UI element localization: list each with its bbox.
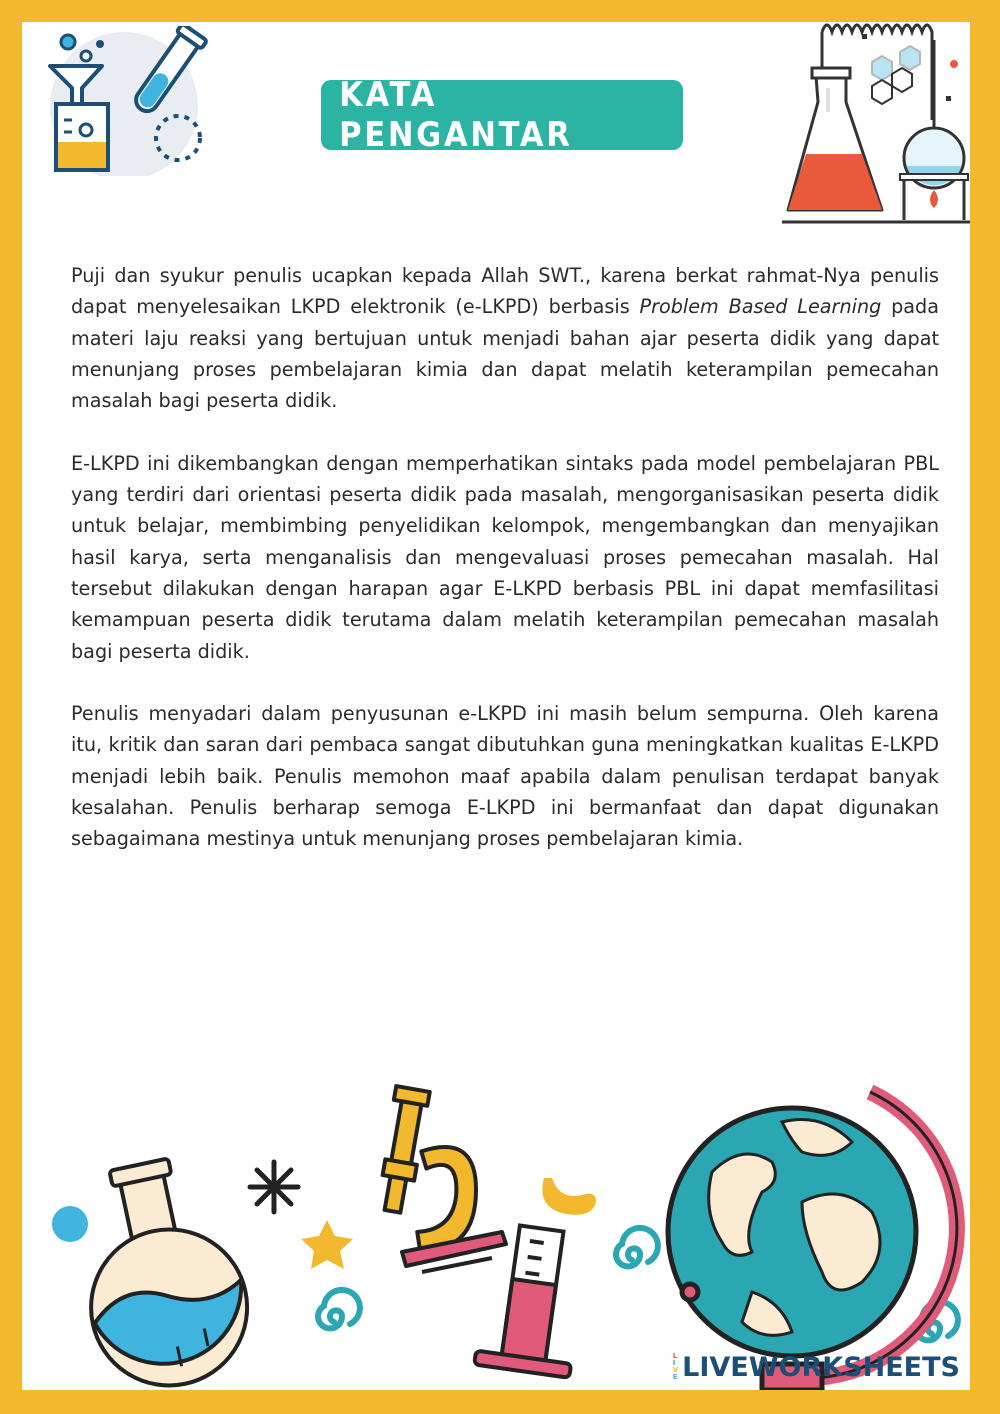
- star-icon: [301, 1220, 353, 1269]
- paragraph-1-text-end: pada materi laju reaksi yang bertujuan untuk menjadi bahan ajar peserta didik yang dapat menunjang proses pembelajaran kimia dan dapat melatih keterampilan pemecahan masalah bagi peserta didik.: [71, 295, 939, 413]
- dot-icon: [52, 1206, 88, 1242]
- paragraph-1-text-start: Puji dan syukur penulis ucapkan kepada Allah SWT., karena berkat rahmat-Nya penulis dapat menyelesaikan LKPD elektronik (e-LKPD) berbasis: [71, 264, 939, 319]
- paragraph-1: [71, 260, 939, 416]
- title-banner: [321, 75, 683, 155]
- paragraph-1-italic-term: Problem Based Learning: [639, 295, 882, 319]
- page: [22, 22, 970, 1390]
- bottom-illustrations: [22, 1082, 970, 1390]
- live-logo-icon: L I V E: [672, 1352, 679, 1381]
- page-title: KATA PENGANTAR: [339, 75, 573, 155]
- paragraph-2: E-LKPD ini dikembangkan dengan memperhatikan sintaks pada model pembelajaran PBL yang terdiri dari orientasi peserta didik pada masalah, mengorganisasikan peserta didik untuk belajar, membimbing penyelidikan kelompok, mengembangkan dan menyajikan hasil karya, serta menganalisis dan mengevaluasi proses pemecahan masalah. Hal tersebut dilakukan dengan harapan agar E-LKPD berbasis PBL ini dapat memfasilitasi kemampuan peserta didik terutama dalam melatih keterampilan pemecahan masalah bagi peserta didik.: [71, 451, 939, 663]
- foreword-content: [71, 260, 939, 886]
- round-flask-icon: [62, 1148, 261, 1390]
- liveworksheets-watermark: [673, 1350, 960, 1384]
- bean-icon: [542, 1178, 596, 1215]
- paragraph-3: Penulis menyadari dalam penyusunan e-LKPD ini masih belum sempurna. Oleh karena itu, kritik dan saran dari pembaca sangat dibutuhkan guna meningkatkan kualitas E-LKPD menjadi lebih baik. Penulis memohon maaf apabila dalam penulisan terdapat banyak kesalahan. Penulis berharap semoga E-LKPD ini bermanfaat dan dapat digunakan sebagaimana mestinya untuk menunjang proses pembelajaran kimia.: [71, 702, 939, 851]
- globe-icon: [668, 1092, 957, 1390]
- microscope-icon: [369, 1086, 506, 1272]
- asterisk-icon: [250, 1162, 298, 1212]
- chemistry-lab-icon: [46, 26, 226, 176]
- watermark-text: LIVEWORKSHEETS: [682, 1351, 960, 1383]
- flask-burner-icon: [782, 22, 970, 224]
